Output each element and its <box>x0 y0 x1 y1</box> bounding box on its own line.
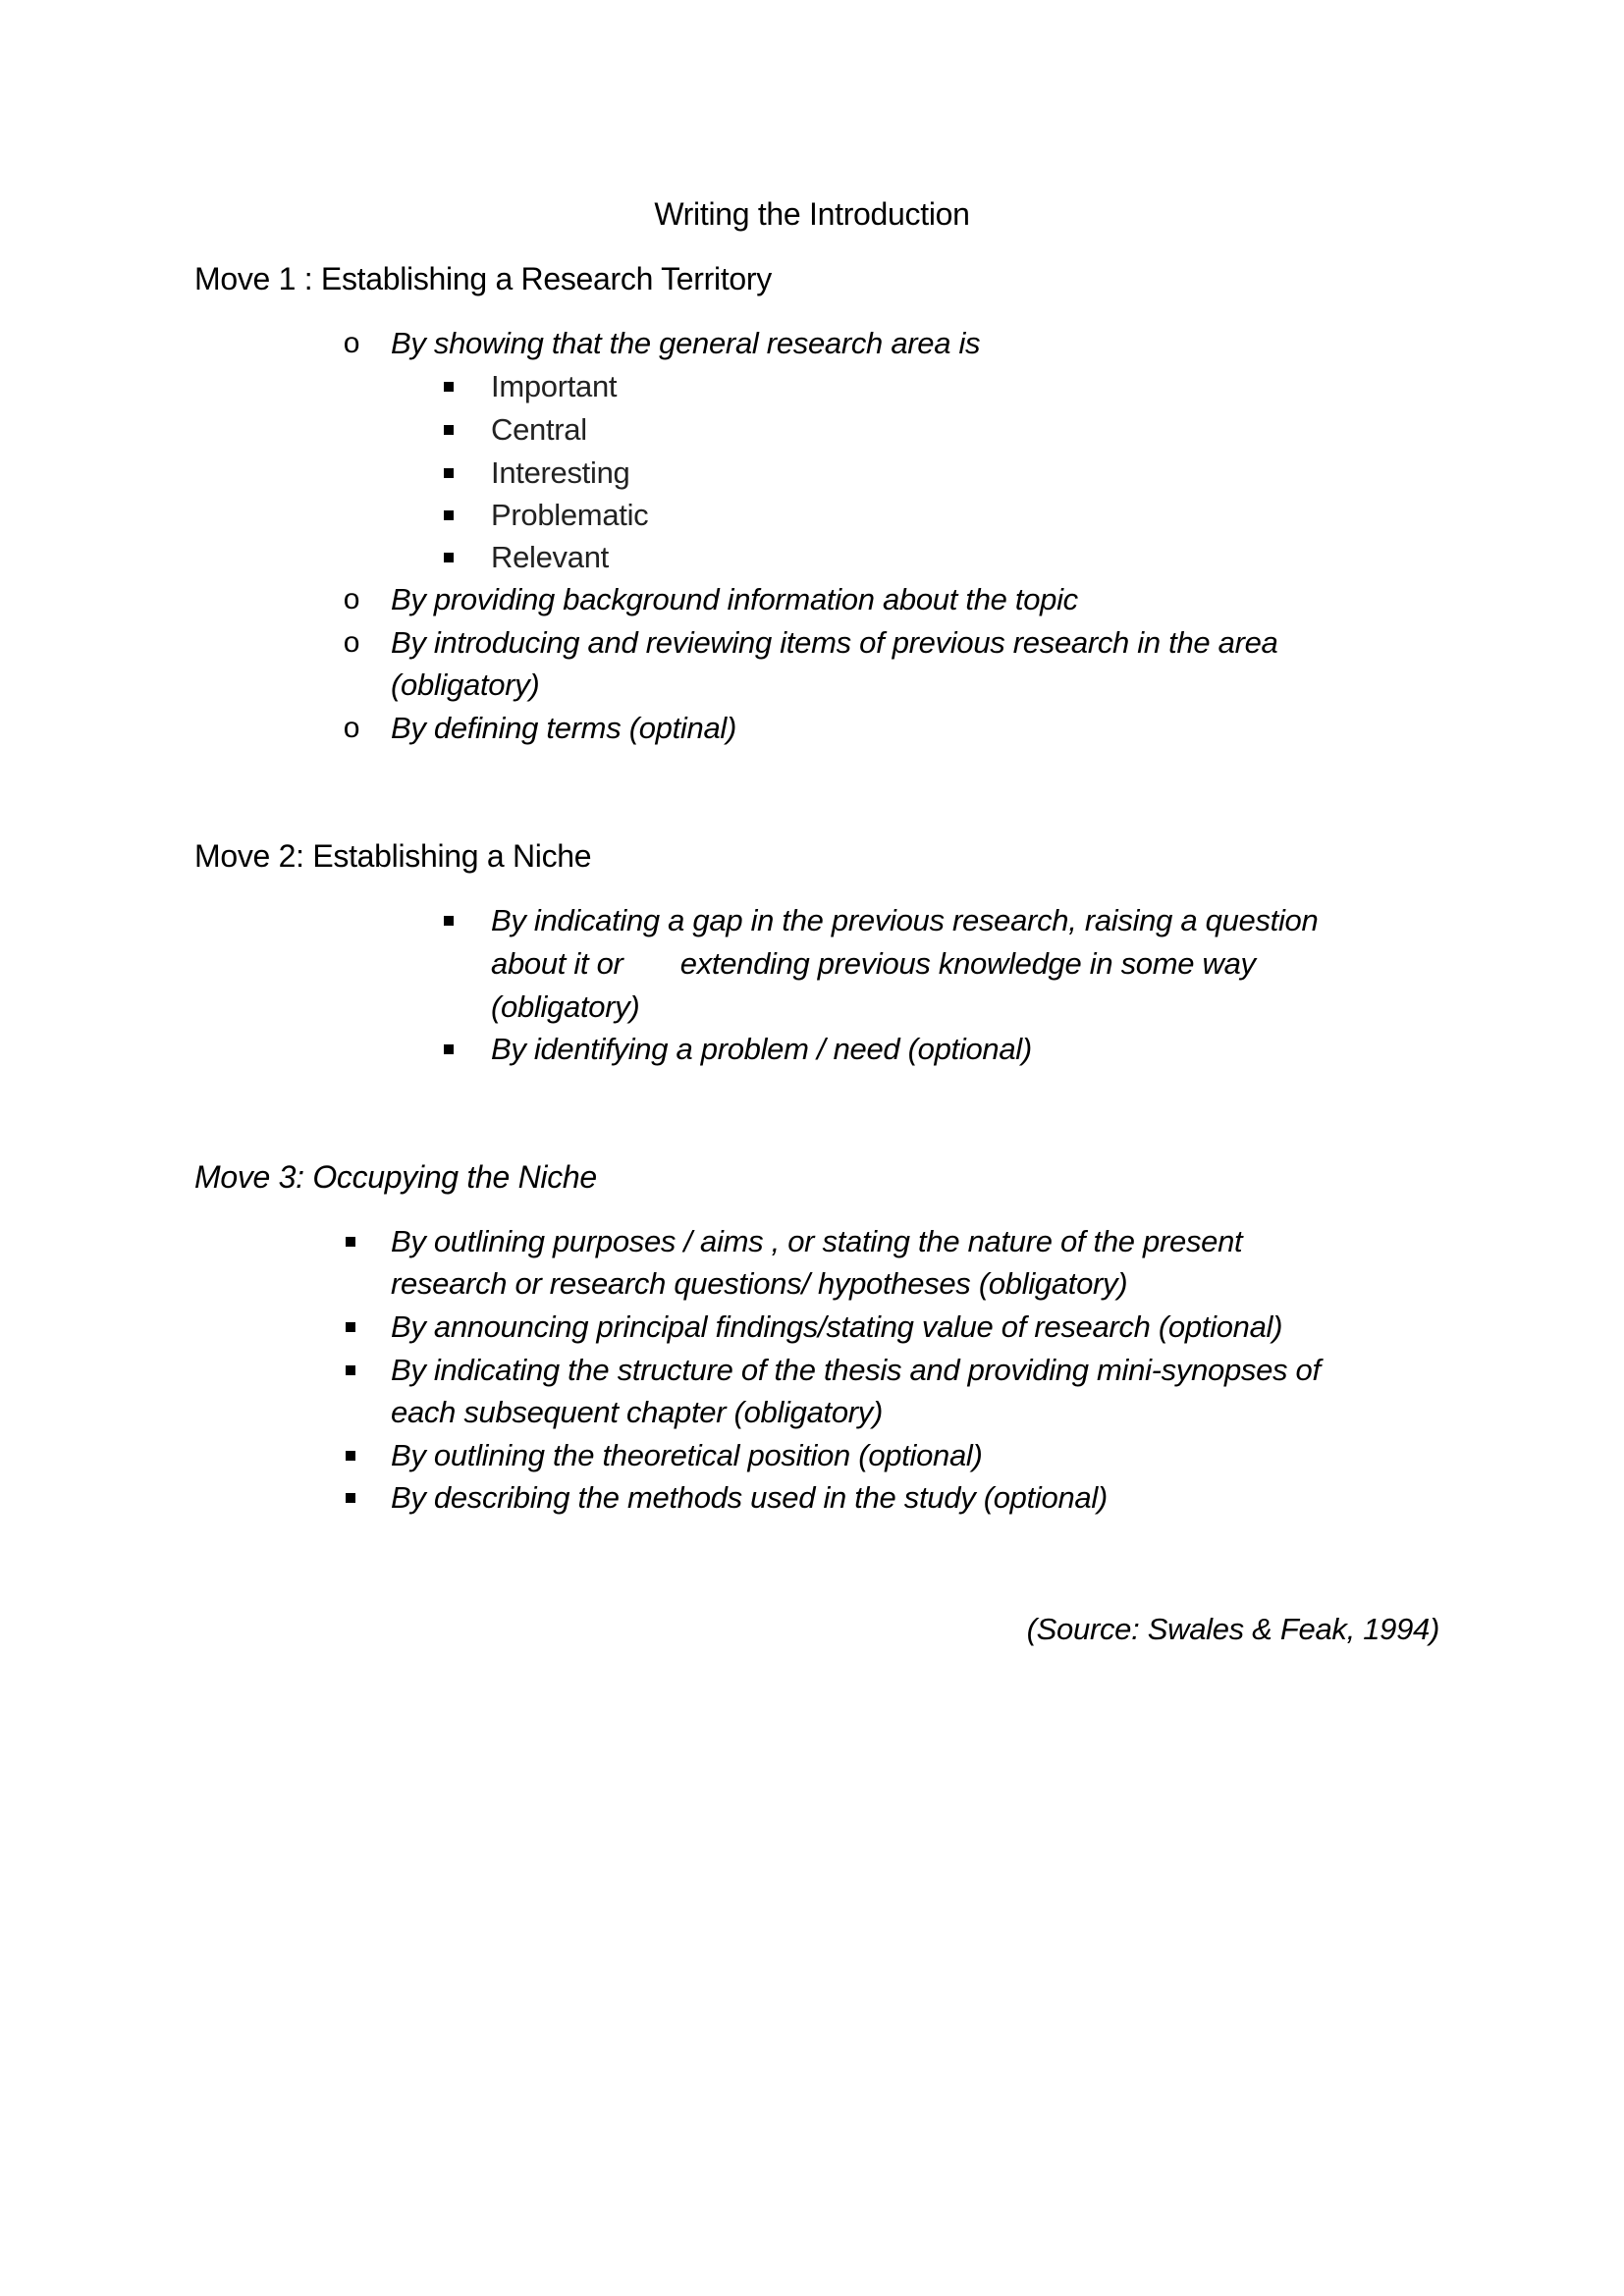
bullet-square-icon <box>346 1322 355 1332</box>
move3-item-findings: By announcing principal findings/stating value of research (optional) <box>391 1309 1283 1344</box>
bullet-circle-marker: o <box>343 583 360 615</box>
move2-item-gap-cont: about it or extending previous knowledge in some way <box>491 946 1256 981</box>
bullet-circle-marker: o <box>343 626 360 659</box>
bullet-square-icon <box>444 468 454 478</box>
move1-heading: Move 1 : Establishing a Research Territory <box>194 261 772 296</box>
move3-item-structure-cont: each subsequent chapter (obligatory) <box>391 1395 884 1429</box>
move1-item-background: By providing background information about the topic <box>391 582 1078 616</box>
move3-item-structure: By indicating the structure of the thesis and providing mini-synopses of <box>391 1353 1321 1387</box>
page-title: Writing the Introduction <box>654 196 970 232</box>
move1-item-previous-research: By introducing and reviewing items of previous research in the area <box>391 625 1278 660</box>
bullet-square-icon <box>444 425 454 435</box>
move2-item-gap-cont2: (obligatory) <box>491 989 640 1024</box>
move3-item-methods: By describing the methods used in the study (optional) <box>391 1480 1108 1515</box>
source-citation: (Source: Swales & Feak, 1994) <box>1026 1612 1439 1646</box>
move1-item-previous-research-cont: (obligatory) <box>391 667 540 702</box>
move3-item-purposes-cont: research or research questions/ hypotheses (obligatory) <box>391 1266 1128 1301</box>
bullet-square-icon <box>346 1493 355 1503</box>
move3-heading: Move 3: Occupying the Niche <box>194 1159 597 1195</box>
bullet-square-icon <box>444 510 454 520</box>
bullet-circle-marker: o <box>343 712 360 744</box>
bullet-square-icon <box>346 1451 355 1461</box>
move3-item-theoretical: By outlining the theoretical position (optional) <box>391 1438 983 1472</box>
move2-item-problem: By identifying a problem / need (optional) <box>491 1032 1032 1066</box>
bullet-square-icon <box>444 1044 454 1054</box>
bullet-square-icon <box>346 1237 355 1247</box>
bullet-circle-marker: o <box>343 327 360 359</box>
move2-item-gap: By indicating a gap in the previous research, raising a question <box>491 903 1319 937</box>
move2-heading: Move 2: Establishing a Niche <box>194 838 592 874</box>
move3-item-purposes: By outlining purposes / aims , or stating the nature of the present <box>391 1224 1243 1258</box>
bullet-square-icon <box>346 1365 355 1375</box>
bullet-square-icon <box>444 916 454 926</box>
move1-item-general-area: By showing that the general research area is <box>391 326 981 360</box>
move1-item-defining-terms: By defining terms (optinal) <box>391 711 737 745</box>
move1-subitem-interesting: Interesting <box>491 455 630 490</box>
move1-subitem-central: Central <box>491 412 587 447</box>
move1-subitem-problematic: Problematic <box>491 498 649 532</box>
bullet-square-icon <box>444 553 454 562</box>
move1-subitem-relevant: Relevant <box>491 540 609 574</box>
move1-subitem-important: Important <box>491 369 618 403</box>
bullet-square-icon <box>444 382 454 392</box>
